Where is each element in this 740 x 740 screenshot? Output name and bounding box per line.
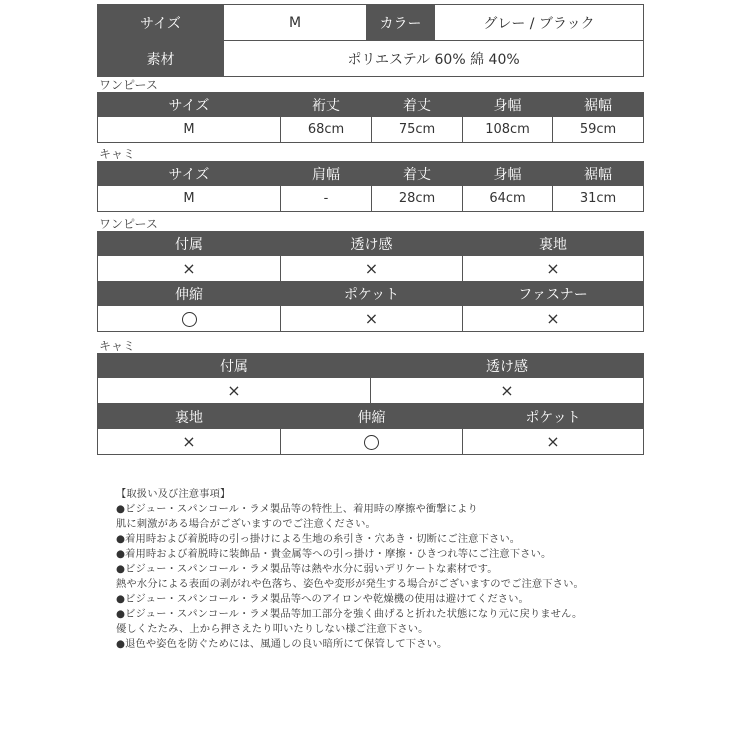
note-line: ●着用時および着脱時に装飾品・貴金属等への引っ掛け・摩擦・ひきつれ等にご注意下さい。 [116, 548, 552, 560]
header-width: 身幅 [463, 93, 553, 117]
header-stretch: 伸縮 [281, 405, 463, 429]
header-lining: 裏地 [463, 232, 644, 256]
header-shoulder: 肩幅 [281, 162, 372, 186]
color-value: グレー / ブラック [435, 5, 644, 41]
size-label: サイズ [98, 5, 224, 41]
onepiece-spec-table [97, 231, 644, 332]
header-sleeve: 裄丈 [281, 93, 372, 117]
color-label: カラー [367, 5, 435, 41]
header-size: サイズ [98, 93, 281, 117]
cami-size-table [97, 161, 644, 212]
cell-hem: 59cm [553, 117, 644, 143]
circle-mark-icon [182, 312, 197, 327]
onepiece-size-table [97, 92, 644, 143]
cell-accessory: × [98, 256, 281, 282]
header-sheerness: 透け感 [281, 232, 463, 256]
note-line: 熱や水分による表面の剥がれや色落ち、姿色や変形が発生する場合がございますのでご注意下さい。 [116, 578, 584, 590]
size-value: M [224, 5, 367, 41]
header-width: 身幅 [463, 162, 553, 186]
cell-sleeve: 68cm [281, 117, 372, 143]
circle-mark-icon [364, 435, 379, 450]
header-zipper: ファスナー [463, 282, 644, 306]
cell-size: M [98, 186, 281, 212]
note-line: ●着用時および着脱時の引っ掛けによる生地の糸引き・穴あき・切断にご注意下さい。 [116, 533, 521, 545]
note-line: ●ビジュー・スパンコール・ラメ製品等の特性上、着用時の摩擦や衝撃により [116, 503, 478, 515]
header-length: 着丈 [372, 93, 463, 117]
header-hem: 裾幅 [553, 93, 644, 117]
note-line: ●退色や姿色を防ぐためには、風通しの良い暗所にて保管して下さい。 [116, 638, 448, 650]
note-line: 肌に刺激がある場合がございますのでご注意ください。 [116, 518, 376, 530]
cell-sheerness: × [371, 378, 644, 404]
header-length: 着丈 [372, 162, 463, 186]
header-lining: 裏地 [98, 405, 281, 429]
cell-hem: 31cm [553, 186, 644, 212]
onepiece-spec-title: ワンピース [99, 217, 158, 231]
cell-length: 28cm [372, 186, 463, 212]
cami-spec-title: キャミ [99, 339, 136, 353]
cell-zipper: × [463, 306, 644, 332]
cell-stretch [281, 429, 463, 455]
cell-stretch [98, 306, 281, 332]
cell-shoulder: - [281, 186, 372, 212]
product-info-table [97, 4, 644, 77]
cell-size: M [98, 117, 281, 143]
onepiece-size-title: ワンピース [99, 78, 158, 92]
cell-width: 108cm [463, 117, 553, 143]
material-value: ポリエステル 60% 綿 40% [224, 41, 644, 77]
header-pocket: ポケット [281, 282, 463, 306]
note-line: ●ビジュー・スパンコール・ラメ製品等加工部分を強く曲げると折れた状態になり元に戻りません。 [116, 608, 583, 620]
note-line: ●ビジュー・スパンコール・ラメ製品等は熱や水分に弱いデリケートな素材です。 [116, 563, 498, 575]
cell-pocket: × [463, 429, 644, 455]
note-line: 優しくたたみ、上から押さえたり叩いたりしない様ご注意下さい。 [116, 623, 429, 635]
header-hem: 裾幅 [553, 162, 644, 186]
header-pocket: ポケット [463, 405, 644, 429]
header-sheerness: 透け感 [371, 354, 644, 378]
cell-pocket: × [281, 306, 463, 332]
header-accessory: 付属 [98, 354, 371, 378]
cell-accessory: × [98, 378, 371, 404]
cell-lining: × [463, 256, 644, 282]
cami-spec-table-top [97, 353, 644, 404]
cami-size-title: キャミ [99, 147, 136, 161]
material-label: 素材 [98, 41, 224, 77]
header-accessory: 付属 [98, 232, 281, 256]
header-size: サイズ [98, 162, 281, 186]
cell-sheerness: × [281, 256, 463, 282]
header-stretch: 伸縮 [98, 282, 281, 306]
notes-heading: 【取扱い及び注意事項】 [116, 488, 231, 500]
note-line: ●ビジュー・スパンコール・ラメ製品等へのアイロンや乾燥機の使用は避けてください。 [116, 593, 529, 605]
cami-spec-table-bottom [97, 404, 644, 455]
cell-length: 75cm [372, 117, 463, 143]
cell-width: 64cm [463, 186, 553, 212]
care-notes [116, 487, 716, 652]
cell-lining: × [98, 429, 281, 455]
